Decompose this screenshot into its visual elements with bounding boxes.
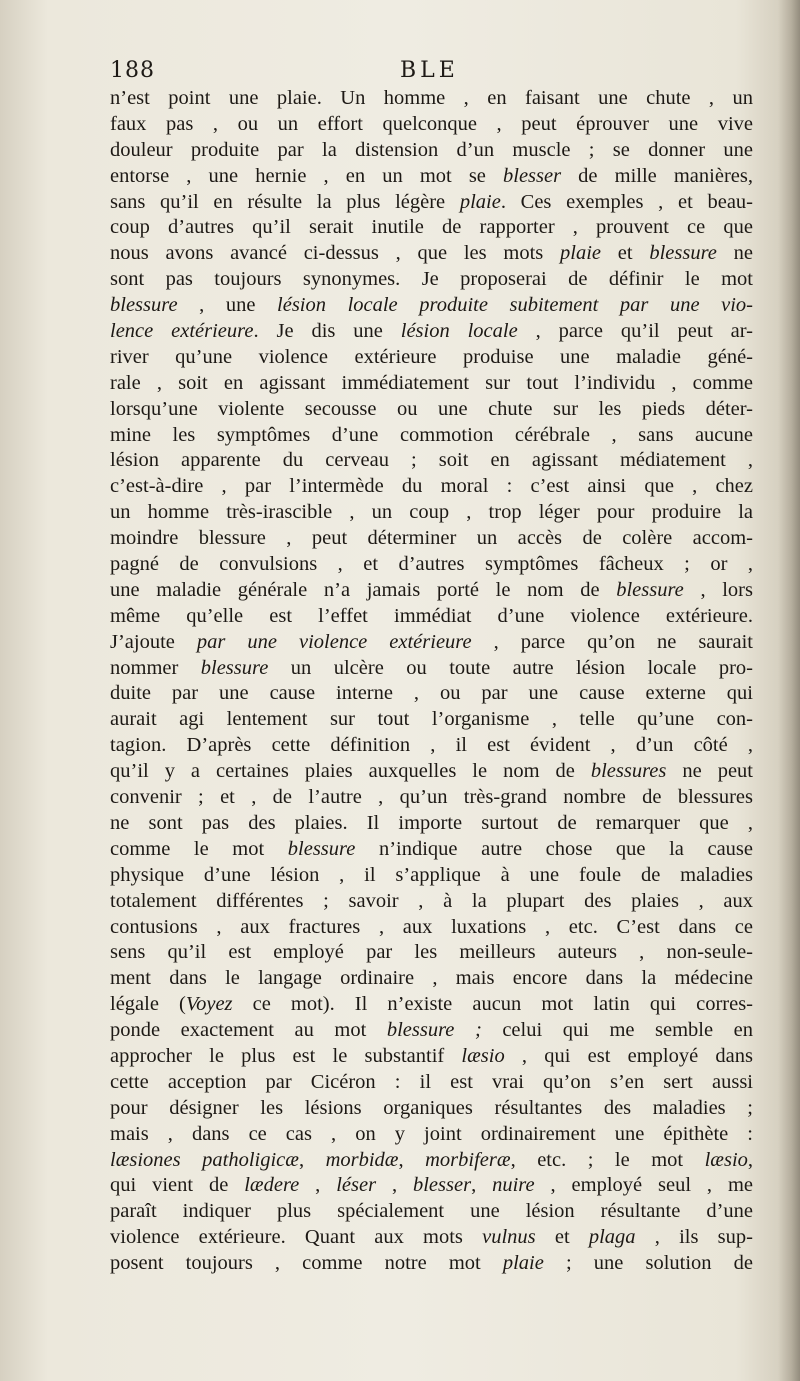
italic-text-segment: nuire — [492, 1174, 535, 1197]
text-segment: ; une solution de — [543, 1252, 753, 1275]
italic-text-segment: blessure ; — [386, 1019, 482, 1042]
italic-text-segment: plaie — [502, 1252, 544, 1275]
italic-text-segment: plaie — [560, 242, 602, 265]
italic-text-segment: blessures — [590, 760, 667, 783]
text-segment: lorsqu’une violente secousse ou une chute sur les pieds déter- — [110, 397, 753, 420]
text-line — [110, 448, 753, 474]
text-segment: faux pas , ou un effort quelconque , peut éprouver une vive — [110, 112, 753, 135]
text-segment: mais , dans ce cas , on y joint ordinairement une épithète : — [110, 1122, 753, 1145]
text-line — [110, 681, 753, 707]
text-segment: . Je dis une — [253, 320, 401, 343]
italic-text-segment: lædere — [244, 1174, 300, 1197]
text-segment: ne sont pas des plaies. Il importe surtout de remarquer que , — [110, 811, 753, 834]
text-segment: comme le mot — [110, 837, 288, 860]
text-line — [110, 1251, 753, 1277]
italic-text-segment: læsio — [704, 1148, 748, 1171]
text-segment: pour désigner les lésions organiques résultantes des maladies ; — [110, 1096, 753, 1119]
text-segment: ne peut — [666, 760, 753, 783]
italic-text-segment: læsio — [461, 1044, 505, 1067]
italic-text-segment: vulnus — [482, 1226, 536, 1249]
text-segment: physique d’une lésion , il s’applique à une foule de maladies — [110, 863, 753, 886]
text-segment: , ils sup- — [635, 1226, 753, 1249]
text-line — [110, 190, 753, 216]
italic-text-segment: læsiones patholigicæ — [110, 1148, 299, 1171]
italic-text-segment: morbidæ — [325, 1148, 399, 1171]
italic-text-segment: blessure — [287, 837, 356, 860]
italic-text-segment: léser — [336, 1174, 377, 1197]
text-segment: tagion. D’après cette définition , il est évident , d’un côté , — [110, 734, 753, 757]
text-line — [110, 293, 753, 319]
italic-text-segment: blesser — [412, 1174, 472, 1197]
text-line — [110, 1173, 753, 1199]
text-segment: , une — [177, 294, 278, 317]
text-segment: duite par une cause interne , ou par une cause externe qui — [110, 682, 753, 705]
text-segment: n’est point une plaie. Un homme , en faisant une chute , un — [110, 87, 753, 109]
italic-text-segment: blessure — [649, 242, 717, 265]
text-line — [110, 604, 753, 630]
text-line — [110, 915, 753, 941]
italic-text-segment: lésion locale produite subitement par une vio- — [277, 294, 753, 317]
text-segment: violence extérieure. Quant aux mots — [110, 1226, 483, 1249]
text-segment: ment dans le langage ordinaire , mais encore dans la médecine — [110, 967, 753, 990]
text-segment: , — [298, 1148, 326, 1171]
text-line — [110, 630, 753, 656]
text-segment: n’indique autre chose que la cause — [355, 837, 753, 860]
text-segment: et — [601, 242, 650, 265]
text-line — [110, 1018, 753, 1044]
text-segment: approcher le plus est le substantif — [110, 1044, 462, 1067]
text-segment: c’est-à-dire , par l’intermède du moral : c’est ainsi que , chez — [110, 475, 753, 498]
text-segment: qui vient de — [110, 1174, 245, 1197]
text-line — [110, 940, 753, 966]
text-segment: douleur produite par la distension d’un muscle ; se donner une — [110, 138, 753, 161]
text-segment: posent toujours , comme notre mot — [110, 1252, 503, 1275]
text-line — [110, 1122, 753, 1148]
text-segment: , parce qu’on ne saurait — [471, 630, 753, 653]
text-segment: nous avons avancé ci-dessus , que les mots — [110, 242, 561, 265]
text-segment: , — [398, 1148, 426, 1171]
text-line — [110, 992, 753, 1018]
text-segment: , parce qu’il peut ar- — [517, 320, 753, 343]
text-line — [110, 863, 753, 889]
page-gutter-shadow — [778, 0, 800, 1381]
text-line — [110, 1096, 753, 1122]
text-segment: totalement différentes ; savoir , à la plupart des plaies , aux — [110, 889, 753, 912]
text-line — [110, 1044, 753, 1070]
text-line — [110, 138, 753, 164]
italic-text-segment: lésion locale — [400, 320, 518, 343]
text-segment: ne — [716, 242, 754, 265]
text-segment: un homme très-irascible , un coup , trop léger pour produire la — [110, 501, 753, 524]
text-segment: aurait agi lentement sur tout l’organisme , telle qu’une con- — [110, 708, 753, 731]
text-segment: cette acception par Cicéron : il est vrai qu’on s’en sert aussi — [110, 1070, 753, 1093]
text-segment: , etc. ; le mot — [510, 1148, 705, 1171]
text-line — [110, 423, 753, 449]
italic-text-segment: blessure — [200, 656, 269, 679]
text-segment: river qu’une violence extérieure produise une maladie géné- — [110, 345, 753, 368]
italic-text-segment: plaga — [588, 1226, 636, 1249]
text-line — [110, 552, 753, 578]
text-line — [110, 707, 753, 733]
text-line — [110, 345, 753, 371]
text-segment: une maladie générale n’a jamais porté le nom de — [110, 578, 617, 601]
text-line — [110, 1070, 753, 1096]
italic-text-segment: plaie — [459, 190, 501, 213]
text-line — [110, 889, 753, 915]
text-segment: sont pas toujours synonymes. Je proposerai de définir le mot — [110, 268, 753, 291]
text-segment: . Ces exemples , et beau- — [500, 190, 753, 213]
text-line — [110, 811, 753, 837]
running-head: BLE — [400, 58, 459, 83]
text-line — [110, 397, 753, 423]
text-segment: qu’il y a certaines plaies auxquelles le nom de — [110, 760, 591, 783]
text-segment: lésion apparente du cerveau ; soit en agissant médiatement , — [110, 449, 753, 472]
text-segment: coup d’autres qu’il serait inutile de rapporter , prouvent ce que — [110, 216, 753, 239]
text-segment: J’ajoute — [110, 630, 197, 653]
text-segment: nommer — [110, 656, 201, 679]
text-segment: , qui est employé dans — [504, 1044, 753, 1067]
text-line — [110, 241, 753, 267]
text-segment: pagné de convulsions , et d’autres symptômes fâcheux ; or , — [110, 553, 753, 576]
text-line — [110, 785, 753, 811]
text-segment: contusions , aux fractures , aux luxations , etc. C’est dans ce — [110, 915, 753, 938]
text-line — [110, 1148, 753, 1174]
text-segment: légale ( — [110, 993, 186, 1016]
text-line — [110, 319, 753, 345]
text-segment: sens qu’il est employé par les meilleurs auteurs , non-seule- — [110, 941, 753, 964]
text-segment: de mille manières, — [561, 164, 753, 187]
text-line — [110, 86, 753, 112]
text-line — [110, 371, 753, 397]
italic-text-segment: blesser — [503, 164, 562, 187]
text-line — [110, 837, 753, 863]
text-line — [110, 500, 753, 526]
text-segment: ce mot). Il n’existe aucun mot latin qui corres- — [232, 993, 753, 1016]
italic-text-segment: par une violence extérieure — [196, 630, 472, 653]
text-line — [110, 164, 753, 190]
text-segment: et — [535, 1226, 589, 1249]
text-line — [110, 215, 753, 241]
text-segment: même qu’elle est l’effet immédiat d’une violence extérieure. — [110, 604, 753, 627]
text-line — [110, 526, 753, 552]
text-segment: , — [376, 1174, 413, 1197]
text-segment: , — [747, 1148, 754, 1171]
italic-text-segment: lence extérieure — [110, 320, 254, 343]
text-segment: moindre blessure , peut déterminer un accès de colère accom- — [110, 527, 753, 550]
text-segment: convenir ; et , de l’autre , qu’un très-grand nombre de blessures — [110, 786, 753, 809]
italic-text-segment: morbiferæ — [425, 1148, 511, 1171]
text-segment: ponde exactement au mot — [110, 1019, 387, 1042]
italic-text-segment: blessure — [110, 294, 178, 317]
text-segment: celui qui me semble en — [481, 1019, 753, 1042]
italic-text-segment: blessure — [616, 578, 684, 601]
text-segment: paraît indiquer plus spécialement une lésion résultante d’une — [110, 1200, 753, 1223]
text-line — [110, 966, 753, 992]
text-segment: , — [471, 1174, 493, 1197]
text-line — [110, 1199, 753, 1225]
text-line — [110, 1225, 753, 1251]
text-segment: entorse , une hernie , en un mot se — [110, 164, 503, 187]
text-line — [110, 112, 753, 138]
text-line — [110, 474, 753, 500]
text-segment: un ulcère ou toute autre lésion locale pro- — [268, 656, 753, 679]
body-text — [110, 86, 753, 1277]
italic-text-segment: Voyez — [185, 993, 233, 1016]
text-segment: rale , soit en agissant immédiatement sur tout l’individu , comme — [110, 371, 753, 394]
text-line — [110, 578, 753, 604]
page-number: 188 — [110, 58, 155, 83]
text-segment: mine les symptômes d’une commotion cérébrale , sans aucune — [110, 423, 753, 446]
text-segment: , employé seul , me — [534, 1174, 754, 1197]
text-line — [110, 267, 753, 293]
text-segment: sans qu’il en résulte la plus légère — [110, 190, 460, 213]
text-segment: , lors — [683, 578, 753, 601]
text-line — [110, 733, 753, 759]
text-line — [110, 759, 753, 785]
text-segment: , — [299, 1174, 337, 1197]
text-line — [110, 656, 753, 682]
